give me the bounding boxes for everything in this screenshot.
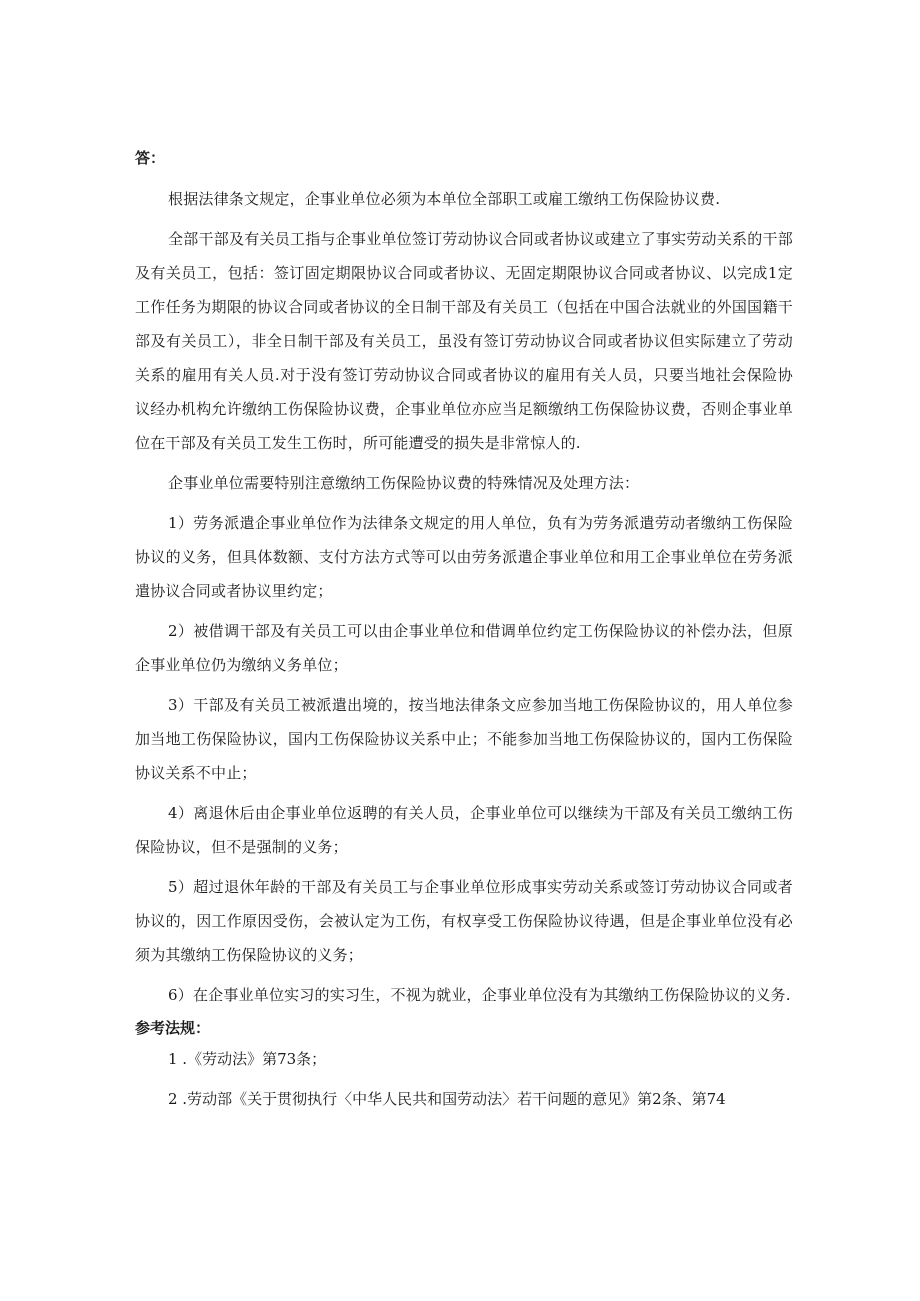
- reference-item: 1 .《劳动法》第73条；: [168, 1050, 327, 1068]
- paragraph-intro: 根据法律条文规定，企事业单位必须为本单位全部职工或雇工缴纳工伤保险协议费.: [168, 190, 721, 208]
- document-page: [135, 148, 793, 1122]
- paragraph-case-6: 6）在企事业单位实习的实习生，不视为就业，企事业单位没有为其缴纳工伤保险协议的义务.: [168, 986, 791, 1004]
- references-heading: 参考法规：: [135, 1019, 211, 1037]
- paragraph-definition: 全部干部及有关员工指与企事业单位签订劳动协议合同或者协议或建立了事实劳动关系的干部及有关员工，包括：签订固定期限协议合同或者协议、无固定期限协议合同或者协议、以完成1定工作任务为期限的协议合同或者协议的全日制干部及有关员工（包括在中国合法就业的外国国籍干部及有关员工），非全日制干部及有关员工，虽没有签订劳动协议合同或者协议但实际建立了劳动关系的雇用有关人员.对于没有签订劳动协议合同或者协议的雇用有关人员，只要当地社会保险协议经办机构允许缴纳工伤保险协议费，企事业单位亦应当足额缴纳工伤保险协议费，否则企事业单位在干部及有关员工发生工伤时，所可能遭受的损失是非常惊人的.: [135, 230, 793, 452]
- reference-item: 2 .劳动部《关于贯彻执行〈中华人民共和国劳动法〉若干问题的意见》第2条、第74: [168, 1090, 726, 1108]
- paragraph-case-4: 4）离退休后由企事业单位返聘的有关人员，企事业单位可以继续为干部及有关员工缴纳工伤保险协议，但不是强制的义务；: [135, 804, 793, 856]
- paragraph-case-2: 2）被借调干部及有关员工可以由企事业单位和借调单位约定工伤保险协议的补偿办法，但原企事业单位仍为缴纳义务单位；: [135, 622, 793, 674]
- paragraph-case-3: 3）干部及有关员工被派遣出境的，按当地法律条文应参加当地工伤保险协议的，用人单位参加当地工伤保险协议，国内工伤保险协议关系中止；不能参加当地工伤保险协议的，国内工伤保险协议关系不中止；: [135, 696, 793, 782]
- paragraph-case-1: 1）劳务派遣企事业单位作为法律条文规定的用人单位，负有为劳务派遣劳动者缴纳工伤保险协议的义务，但具体数额、支付方法方式等可以由劳务派遣企事业单位和用工企事业单位在劳务派遣协议合同或者协议里约定；: [135, 514, 793, 600]
- answer-heading: 答：: [135, 149, 166, 167]
- paragraph-special-cases-intro: 企事业单位需要特别注意缴纳工伤保险协议费的特殊情况及处理方法：: [168, 474, 640, 492]
- paragraph-case-5: 5）超过退休年龄的干部及有关员工与企事业单位形成事实劳动关系或签订劳动协议合同或者协议的，因工作原因受伤，会被认定为工伤，有权享受工伤保险协议待遇，但是企事业单位没有必须为其缴纳工伤保险协议的义务；: [135, 878, 793, 964]
